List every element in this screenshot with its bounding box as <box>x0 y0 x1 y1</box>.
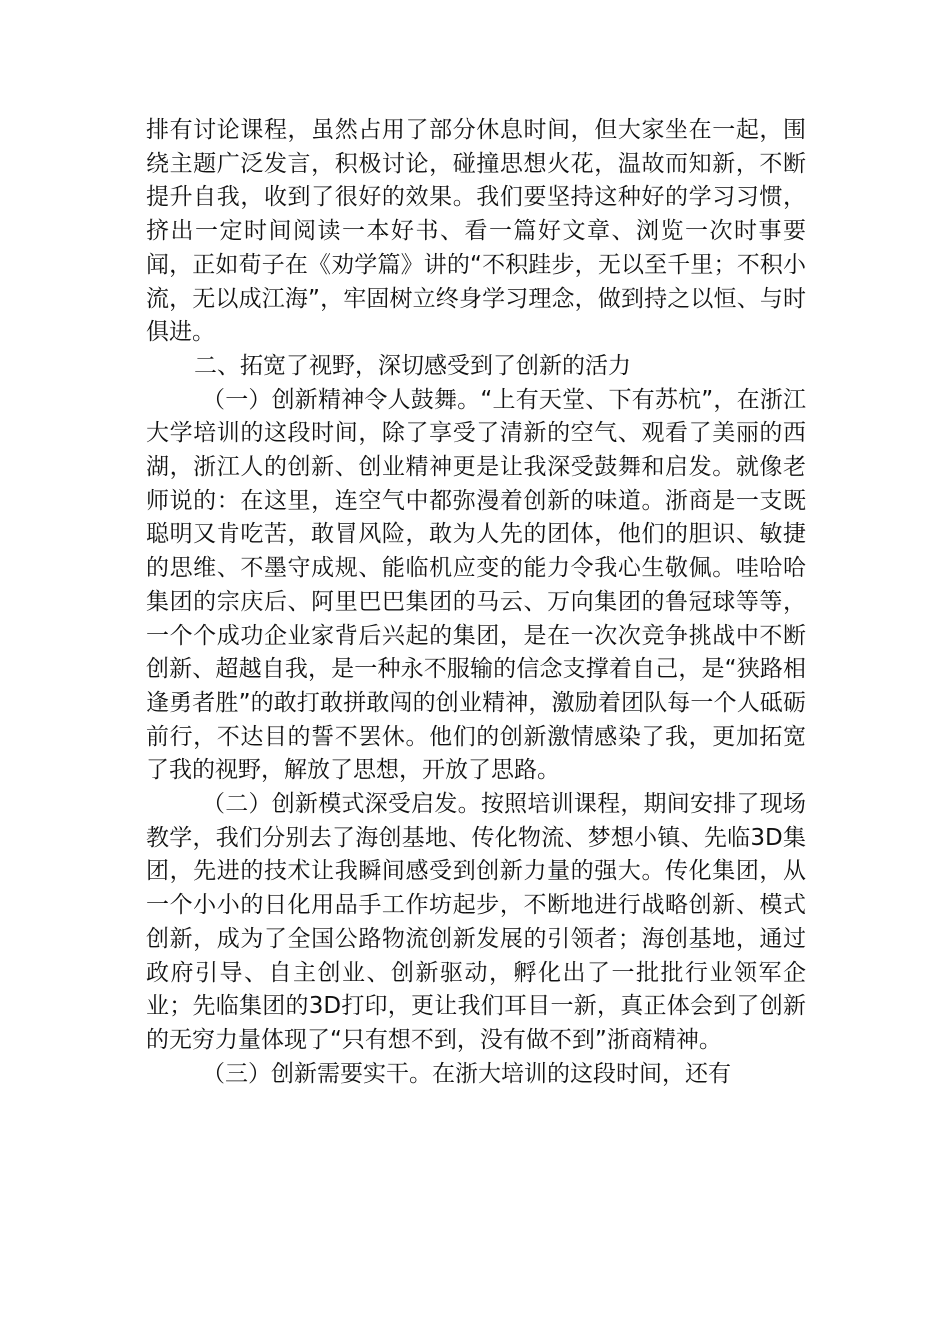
subsection-paragraph-1: （一）创新精神令人鼓舞。“上有天堂、下有苏杭”，在浙江大学培训的这段时间，除了享受了清新的空气、观看了美丽的西湖，浙江人的创新、创业精神更是让我深受鼓舞和启发。就像老师说的：在这里，连空气中都弥漫着创新的味道。浙商是一支既聪明又肯吃苦，敢冒风险，敢为人先的团体，他们的胆识、敏捷的思维、不墨守成规、能临机应变的能力令我心生敬佩。哇哈哈集团的宗庆后、阿里巴巴集团的马云、万向集团的鲁冠球等等，一个个成功企业家背后兴起的集团，是在一次次竞争挑战中不断创新、超越自我，是一种永不服输的信念支撑着自己，是“狭路相逢勇者胜”的敢打敢拼敢闯的创业精神，激励着团队每一个人砥砺前行，不达目的誓不罢休。他们的创新激情感染了我，更加拓宽了我的视野，解放了思想，开放了思路。 <box>146 386 806 784</box>
subsection-paragraph-3: （三）创新需要实干。在浙大培训的这段时间，还有 <box>202 1060 731 1087</box>
document-body <box>146 114 806 1091</box>
section-heading: 二、拓宽了视野，深切感受到了创新的活力 <box>194 352 631 379</box>
paragraph-continuation: 排有讨论课程，虽然占用了部分休息时间，但大家坐在一起，围绕主题广泛发言，积极讨论，碰撞思想火花，温故而知新，不断提升自我，收到了很好的效果。我们要坚持这种好的学习习惯，挤出一定时间阅读一本好书、看一篇好文章、浏览一次时事要闻，正如荀子在《劝学篇》讲的“不积跬步，无以至千里；不积小流，无以成江海”，牢固树立终身学习理念，做到持之以恒、与时俱进。 <box>146 117 806 346</box>
subsection-paragraph-2: （二）创新模式深受启发。按照培训课程，期间安排了现场教学，我们分别去了海创基地、传化物流、梦想小镇、先临3D集团，先进的技术让我瞬间感受到创新力量的强大。传化集团，从一个小小的日化用品手工作坊起步，不断地进行战略创新、模式创新，成为了全国公路物流创新发展的引领者；海创基地，通过政府引导、自主创业、创新驱动，孵化出了一批批行业领军企业；先临集团的3D打印，更让我们耳目一新，真正体会到了创新的无穷力量体现了“只有想不到，没有做不到”浙商精神。 <box>146 791 806 1053</box>
